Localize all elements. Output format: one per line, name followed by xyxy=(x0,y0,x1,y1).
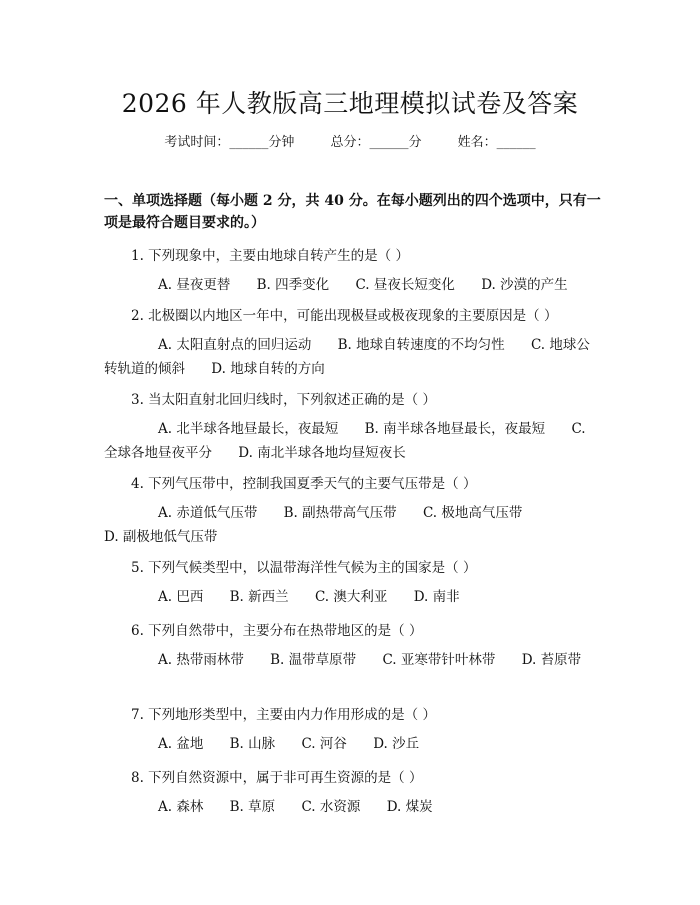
question-2 xyxy=(104,306,598,381)
name-field: 姓名：______ xyxy=(457,135,536,150)
option-d: D. 地球自转的方向 xyxy=(211,361,325,377)
option-d: D. 南非 xyxy=(413,589,460,605)
option-c: C. 地球公转轨道的倾斜 xyxy=(104,337,590,377)
option-b: B. 草原 xyxy=(229,799,276,815)
total-score-field: 总分：______分 xyxy=(330,135,422,150)
question-stem: 4. 下列气压带中，控制我国夏季天气的主要气压带是（ ） xyxy=(131,476,477,492)
option-a: A. 昼夜更替 xyxy=(158,277,231,293)
option-c: C. 澳大利亚 xyxy=(314,589,388,605)
question-stem: 7. 下列地形类型中，主要由内力作用形成的是（ ） xyxy=(131,707,436,723)
option-c: C. 昼夜长短变化 xyxy=(355,277,455,293)
option-a: A. 巴西 xyxy=(158,589,204,605)
option-c: C. 全球各地昼夜平分 xyxy=(104,421,586,461)
option-b: B. 四季变化 xyxy=(256,277,330,293)
option-a: A. 赤道低气压带 xyxy=(158,505,258,521)
question-stem: 6. 下列自然带中，主要分布在热带地区的是（ ） xyxy=(131,623,423,639)
option-d: D. 苔原带 xyxy=(521,652,582,668)
question-1 xyxy=(104,246,598,297)
question-8 xyxy=(104,768,598,819)
question-options xyxy=(104,501,598,549)
option-a: A. 北半球各地昼最长，夜最短 xyxy=(158,421,339,437)
option-b: B. 地球自转速度的不均匀性 xyxy=(337,337,505,353)
option-d: D. 副极地低气压带 xyxy=(104,529,218,545)
option-c: C. 河谷 xyxy=(301,736,347,752)
option-a: A. 热带雨林带 xyxy=(158,652,244,668)
option-a: A. 森林 xyxy=(158,799,204,815)
question-5 xyxy=(104,558,598,609)
option-c: C. 极地高气压带 xyxy=(422,505,523,521)
question-stem: 1. 下列现象中，主要由地球自转产生的是（ ） xyxy=(131,248,409,264)
question-6 xyxy=(104,621,598,672)
question-options xyxy=(104,795,598,819)
exam-info-line xyxy=(0,131,700,150)
question-options xyxy=(104,273,598,297)
option-a: A. 太阳直射点的回归运动 xyxy=(158,337,312,353)
option-b: B. 山脉 xyxy=(229,736,276,752)
option-d: D. 煤炭 xyxy=(386,799,433,815)
question-4 xyxy=(104,474,598,549)
question-stem: 8. 下列自然资源中，属于非可再生资源的是（ ） xyxy=(131,770,423,786)
section-heading: 一、单项选择题（每小题 2 分，共 40 分。在每小题列出的四个选项中，只有一项是最符合题目要求的。） xyxy=(104,193,601,231)
option-d: D. 南北半球各地均昼短夜长 xyxy=(238,445,406,461)
option-c: C. 亚寒带针叶林带 xyxy=(382,652,496,668)
option-b: B. 副热带高气压带 xyxy=(283,505,397,521)
question-options xyxy=(104,333,598,381)
question-options xyxy=(104,585,598,609)
question-7 xyxy=(104,705,598,756)
question-3 xyxy=(104,390,598,465)
option-a: A. 盆地 xyxy=(158,736,204,752)
question-stem: 5. 下列气候类型中，以温带海洋性气候为主的国家是（ ） xyxy=(131,560,477,576)
question-options xyxy=(104,417,598,465)
question-options xyxy=(104,732,598,756)
question-stem: 2. 北极圈以内地区一年中，可能出现极昼或极夜现象的主要原因是（ ） xyxy=(131,308,558,324)
option-d: D. 沙漠的产生 xyxy=(481,277,568,293)
option-d: D. 沙丘 xyxy=(373,736,420,752)
question-options xyxy=(104,648,598,672)
option-b: B. 温带草原带 xyxy=(270,652,357,668)
exam-time-field: 考试时间：______分钟 xyxy=(164,135,295,150)
option-b: B. 南半球各地昼最长，夜最短 xyxy=(364,421,546,437)
option-c: C. 水资源 xyxy=(301,799,361,815)
exam-title: 2026 年人教版高三地理模拟试卷及答案 xyxy=(121,89,579,118)
option-b: B. 新西兰 xyxy=(229,589,289,605)
question-stem: 3. 当太阳直射北回归线时，下列叙述正确的是（ ） xyxy=(131,392,436,408)
